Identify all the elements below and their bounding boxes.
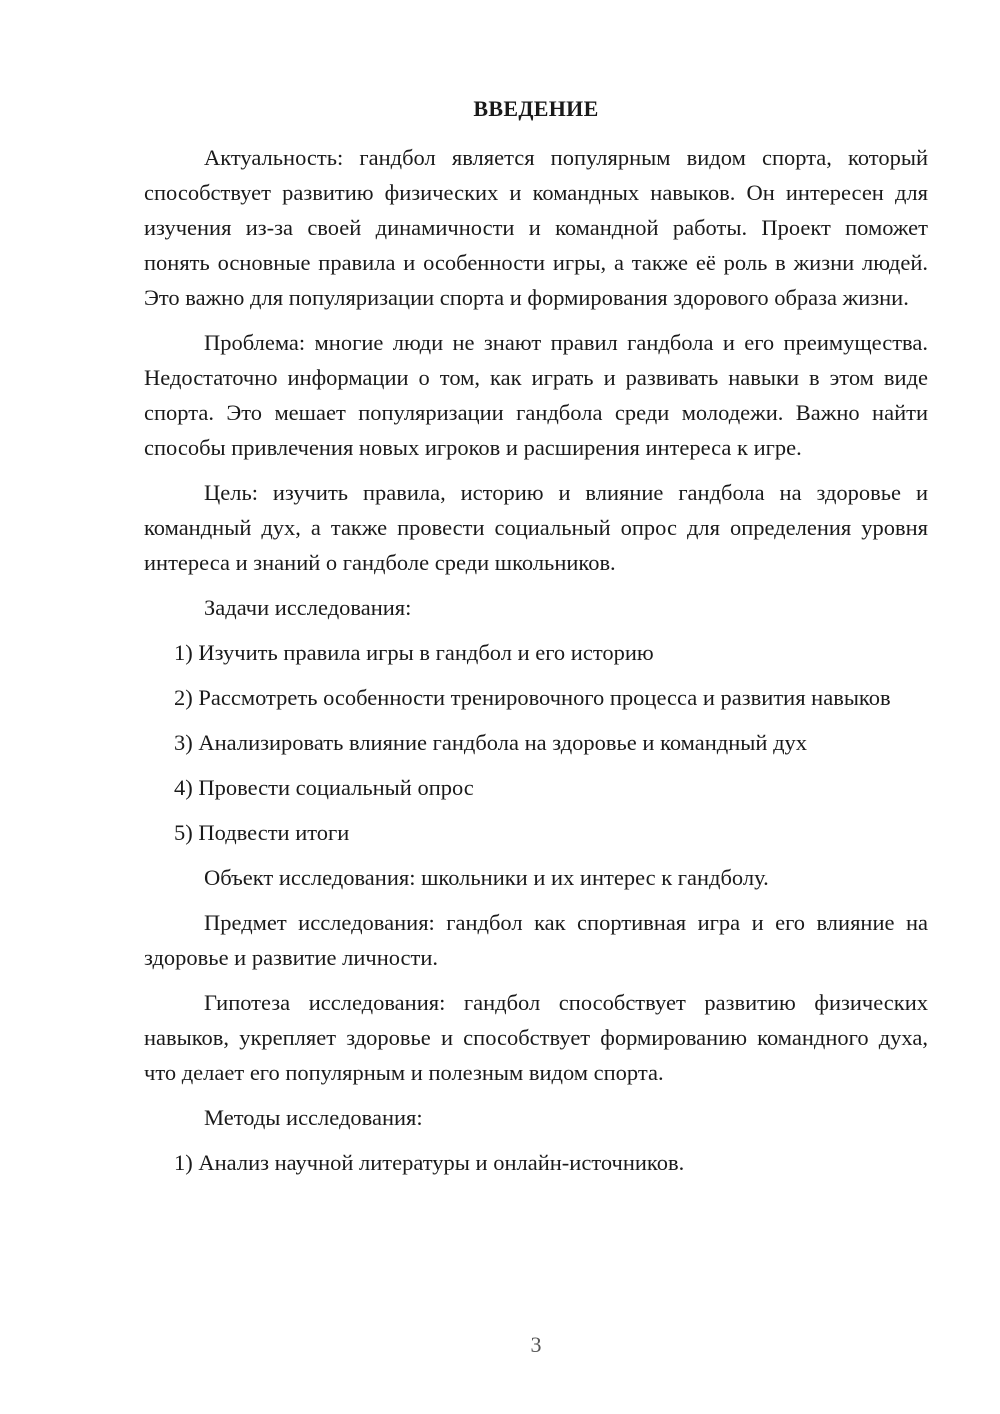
subject-paragraph: Предмет исследования: гандбол как спортивная игра и его влияние на здоровье и развитие личности. — [144, 910, 928, 970]
page-number: 3 — [530, 1332, 542, 1357]
tasks-heading: Задачи исследования: — [204, 595, 412, 620]
method-item-1: 1) Анализ научной литературы и онлайн-источников. — [174, 1150, 685, 1175]
task-item-4: 4) Провести социальный опрос — [174, 775, 474, 800]
relevance-paragraph: Актуальность: гандбол является популярным видом спорта, который способствует развитию физических и командных навыков. Он интересен для изучения из-за своей динамичности и командной работы. Проект поможет понять основные правила и особенности игры, а также её роль в жизни людей. Это важно для популяризации спорта и формирования здорового образа жизни. — [144, 145, 928, 310]
document-page — [144, 96, 928, 1190]
hypothesis-paragraph: Гипотеза исследования: гандбол способствует развитию физических навыков, укрепляет здоровье и способствует формированию командного духа, что делает его популярным и полезным видом спорта. — [144, 990, 928, 1085]
task-item-3: 3) Анализировать влияние гандбола на здоровье и командный дух — [174, 730, 808, 755]
task-item-1: 1) Изучить правила игры в гандбол и его историю — [174, 640, 654, 665]
problem-paragraph: Проблема: многие люди не знают правил гандбола и его преимущества. Недостаточно информации о том, как играть и развивать навыки в этом виде спорта. Это мешает популяризации гандбола среди молодежи. Важно найти способы привлечения новых игроков и расширения интереса к игре. — [144, 330, 928, 460]
task-item-5: 5) Подвести итоги — [174, 820, 350, 845]
page-title: ВВЕДЕНИЕ — [473, 96, 599, 121]
goal-paragraph: Цель: изучить правила, историю и влияние гандбола на здоровье и командный дух, а также провести социальный опрос для определения уровня интереса и знаний о гандболе среди школьников. — [144, 480, 928, 575]
methods-heading: Методы исследования: — [204, 1105, 423, 1130]
object-paragraph: Объект исследования: школьники и их интерес к гандболу. — [204, 865, 769, 890]
task-item-2: 2) Рассмотреть особенности тренировочного процесса и развития навыков — [174, 685, 891, 710]
